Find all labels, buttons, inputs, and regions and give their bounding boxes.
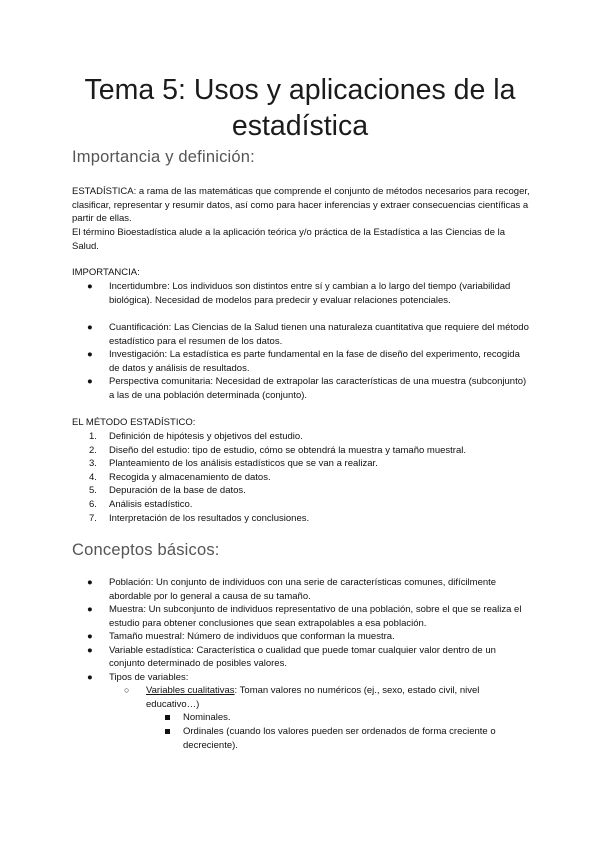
bio-paragraph: El término Bioestadística alude a la aplicación teórica y/o práctica de la Estadística a las Ciencias de la Salud.	[72, 227, 506, 252]
square-bullet-icon	[165, 729, 170, 734]
list-item: 4. Recogida y almacenamiento de datos.	[89, 471, 271, 483]
list-item: ● Investigación: La estadística es parte fundamental en la fase de diseño del experimento, recogida de datos y análisis de resultados.	[87, 349, 520, 374]
list-item: ● Tipos de variables: ○ Variables cualitativas: Toman valores no numéricos (ej., sexo, estado civil, nivel educativo…) Nominales. Ordinales (cuando los valores pueden ser ordenados de forma creciente o decreciente).	[72, 671, 532, 753]
section-heading-importancia: Importancia y definición:	[72, 148, 255, 166]
subsub-list-item: Nominales.	[146, 711, 532, 725]
page-title: Tema 5: Usos y aplicaciones de la estadística	[84, 74, 516, 142]
bullet-icon: ●	[87, 376, 93, 387]
importance-label: IMPORTANCIA:	[72, 267, 140, 278]
section-heading-conceptos: Conceptos básicos:	[72, 541, 220, 559]
list-item: ● Tamaño muestral: Número de individuos que conforman la muestra.	[87, 631, 395, 642]
list-item: ● Muestra: Un subconjunto de individuos representativo de una población, sobre el que se realiza el estudio para obtener conclusiones que sean extrapolables a esa población.	[87, 604, 522, 629]
list-item: ● Cuantificación: Las Ciencias de la Salud tienen una naturaleza cuantitativa que requiere del método estadístico para el resumen de los datos.	[87, 322, 529, 347]
list-item: 3. Planteamiento de los análisis estadísticos que se van a realizar.	[89, 458, 378, 470]
bullet-icon: ●	[87, 604, 93, 615]
list-item: ● Perspectiva comunitaria: Necesidad de extrapolar las características de una muestra (subconjunto) a las de una población determinada (conjunto).	[87, 376, 527, 401]
bullet-icon: ●	[87, 322, 93, 333]
bullet-icon: ●	[87, 349, 93, 360]
subsub-list-item: Ordinales (cuando los valores pueden ser ordenados de forma creciente o decreciente).	[146, 725, 532, 752]
bullet-icon: ●	[87, 671, 93, 683]
method-list	[72, 430, 532, 525]
bullet-icon: ●	[87, 631, 93, 642]
concepts-list	[72, 576, 532, 752]
list-item: 7. Interpretación de los resultados y conclusiones.	[89, 512, 310, 524]
circle-bullet-icon: ○	[124, 685, 130, 696]
importance-list	[72, 280, 532, 402]
bullet-icon: ●	[87, 644, 93, 656]
bullet-icon: ●	[87, 281, 93, 292]
method-label: EL MÉTODO ESTADÍSTICO:	[72, 417, 196, 428]
sub-list-item: ○ Variables cualitativas: Toman valores no numéricos (ej., sexo, estado civil, nivel educativo…) Nominales. Ordinales (cuando los valores pueden ser ordenados de forma creciente o decreciente).	[109, 684, 532, 752]
list-item: ● Incertidumbre: Los individuos son distintos entre sí y cambian a lo largo del tiempo (variabilidad biológica). Necesidad de modelos para predecir y evaluar relaciones potenciales.	[87, 281, 511, 306]
square-bullet-icon	[165, 715, 170, 720]
list-item: 5. Depuración de la base de datos.	[89, 485, 246, 497]
list-item: ● Variable estadística: Característica o cualidad que puede tomar cualquier valor dentro de un conjunto determinado de posibles valores.	[87, 644, 496, 670]
list-item: 1. Definición de hipótesis y objetivos del estudio.	[89, 431, 303, 442]
bullet-icon: ●	[87, 577, 93, 588]
definition-paragraph: ESTADÍSTICA: a rama de las matemáticas que comprende el conjunto de métodos necesarios para recoger, clasificar, representar y resumir datos, así como para hacer inferencias y extraer consecuencias científicas a partir de ellas.	[72, 186, 530, 225]
list-item: ● Población: Un conjunto de individuos con una serie de características comunes, difícilmente abordable por lo general a causa de su tamaño.	[87, 577, 497, 602]
list-item: 2. Diseño del estudio: tipo de estudio, cómo se obtendrá la muestra y tamaño muestral.	[89, 444, 466, 456]
list-item: 6. Análisis estadístico.	[89, 498, 193, 510]
